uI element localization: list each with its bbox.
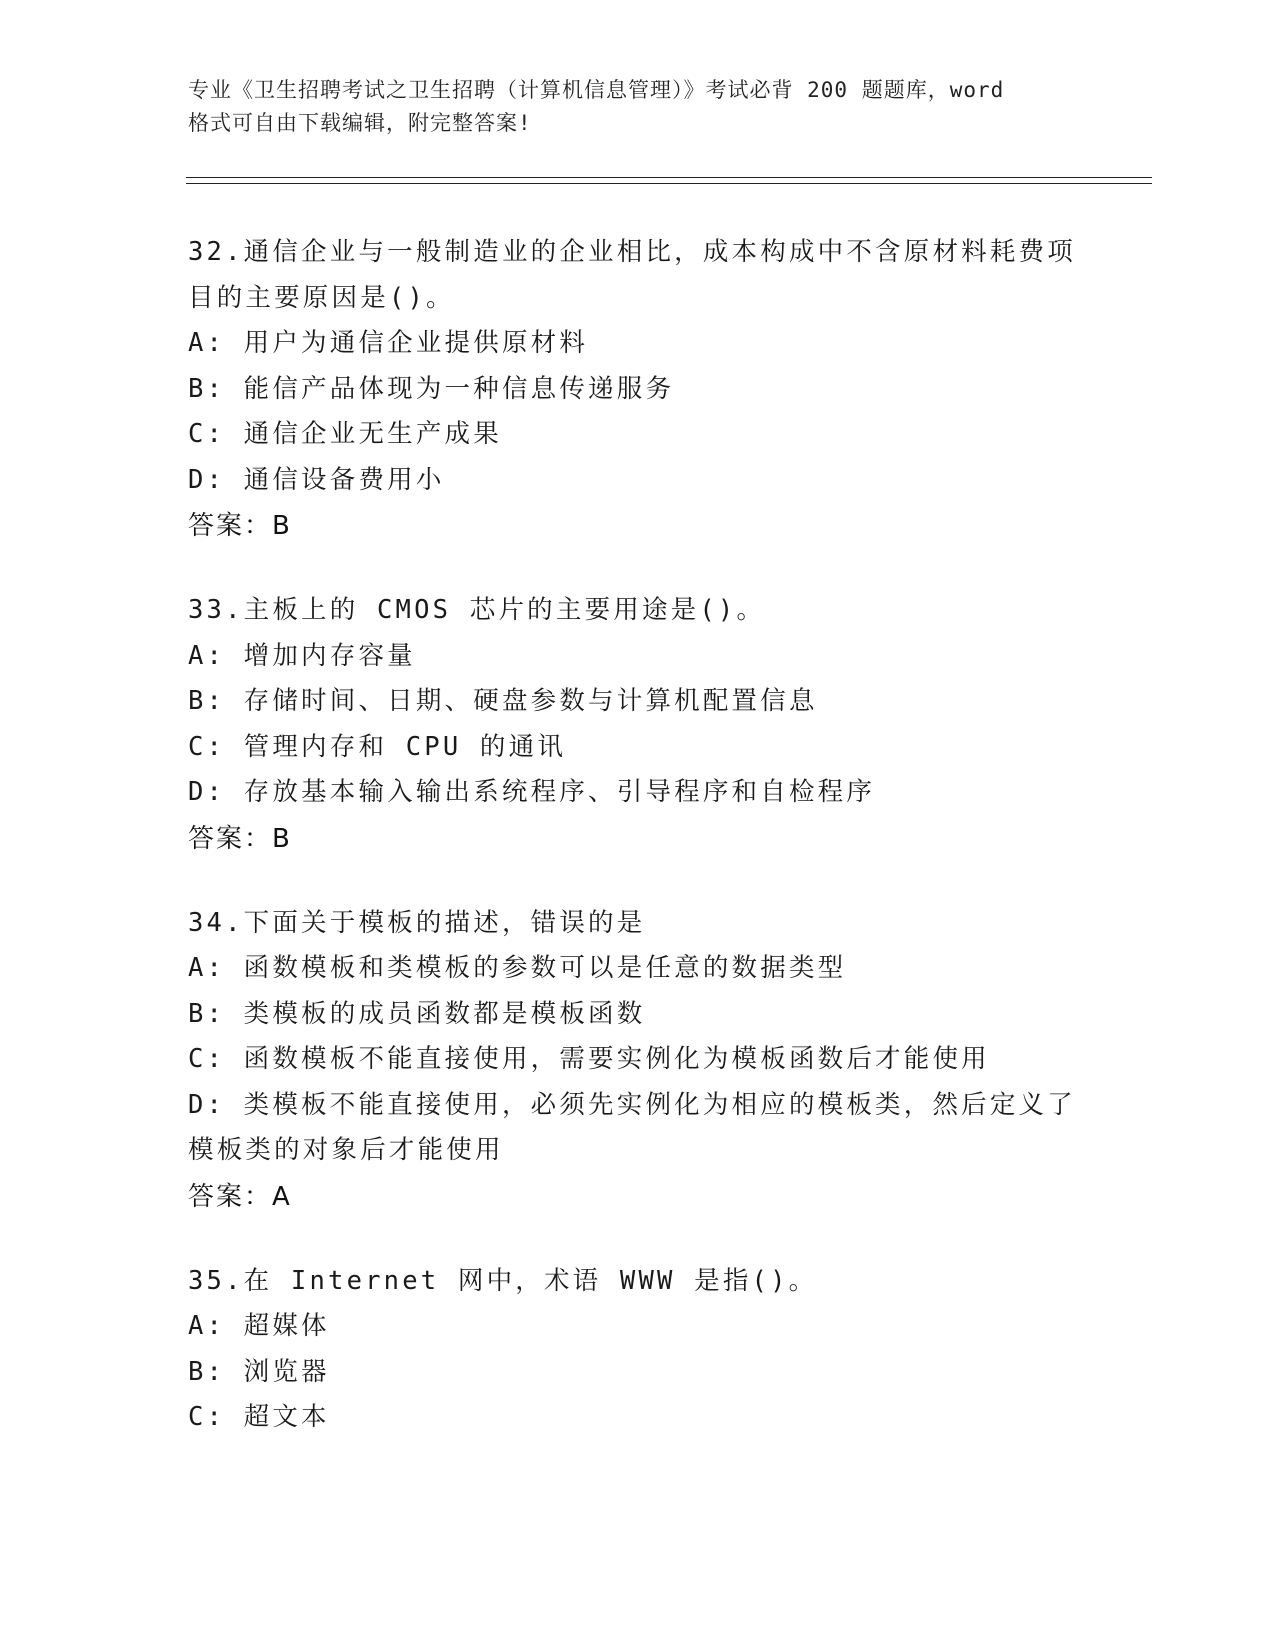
option-a: A: 增加内存容量: [188, 640, 416, 671]
option-d-continued: 模板类的对象后才能使用: [188, 1135, 504, 1165]
option-d: D: 类模板不能直接使用，必须先实例化为相应的模板类，然后定义了: [188, 1089, 1076, 1120]
option-c: C: 通信企业无生产成果: [188, 419, 502, 449]
option-a: A: 超媒体: [188, 1311, 330, 1341]
option-b: B: 存储时间、日期、硬盘参数与计算机配置信息: [188, 686, 818, 716]
option-c: C: 管理内存和 CPU 的通讯: [188, 731, 567, 762]
option-d: D: 通信设备费用小: [188, 464, 445, 495]
option-a: A: 函数模板和类模板的参数可以是任意的数据类型: [188, 953, 847, 983]
header-rule-top: [186, 177, 1152, 178]
header-rule-bottom: [186, 183, 1152, 184]
question-32: [188, 230, 1088, 549]
document-header: [188, 74, 1118, 140]
answer-label: 答案：B: [188, 511, 292, 541]
option-b: B: 类模板的成员函数都是模板函数: [188, 998, 646, 1029]
question-stem: 33.主板上的 CMOS 芯片的主要用途是()。: [188, 595, 766, 625]
answer-label: 答案：B: [188, 823, 292, 854]
option-d: D: 存放基本输入输出系统程序、引导程序和自检程序: [188, 777, 876, 807]
question-stem: 34.下面关于模板的描述，错误的是: [188, 907, 646, 938]
question-list: [188, 230, 1088, 1480]
answer-label: 答案：A: [188, 1181, 292, 1212]
option-c: C: 函数模板不能直接使用，需要实例化为模板函数后才能使用: [188, 1044, 990, 1074]
header-line-2: 格式可自由下载编辑，附完整答案!: [188, 111, 532, 135]
option-b: B: 能信产品体现为一种信息传递服务: [188, 373, 675, 404]
question-stem: 35.在 Internet 网中，术语 WWW 是指()。: [188, 1265, 818, 1296]
option-b: B: 浏览器: [188, 1356, 330, 1387]
question-33: [188, 588, 1088, 862]
question-stem: 32.通信企业与一般制造业的企业相比，成本构成中不含原材料耗费项: [188, 237, 1076, 267]
option-a: A: 用户为通信企业提供原材料: [188, 328, 589, 358]
header-line-1: 专业《卫生招聘考试之卫生招聘（计算机信息管理）》考试必背 200 题题库，word: [188, 78, 1005, 102]
question-34: [188, 901, 1088, 1220]
question-stem: 目的主要原因是()。: [188, 282, 455, 313]
question-35: [188, 1259, 1088, 1441]
option-c: C: 超文本: [188, 1402, 330, 1432]
